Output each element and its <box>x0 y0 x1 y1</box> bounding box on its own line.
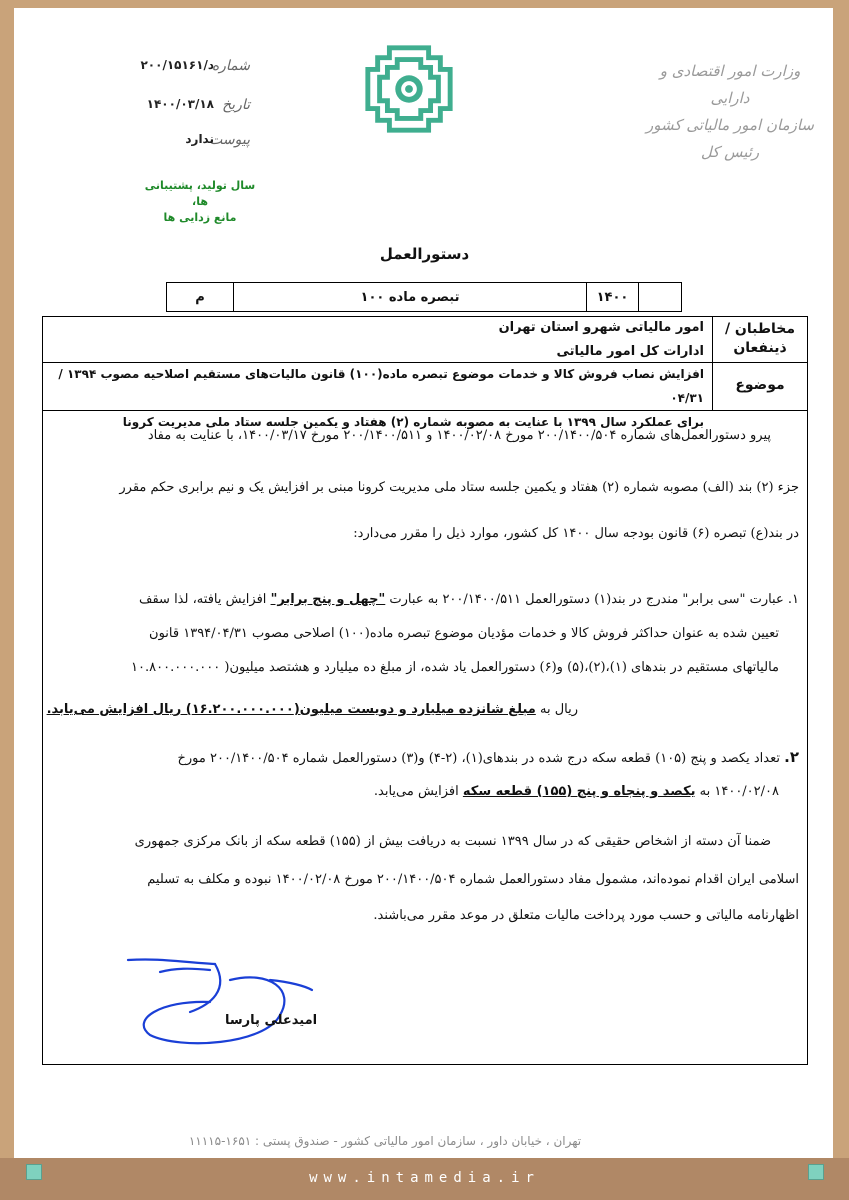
item-2-line-1 <box>58 748 799 766</box>
code-year: ۱۴۰۰ <box>586 283 638 311</box>
item-1-emphasis: "چهل و پنج برابر" <box>270 592 386 607</box>
code-article: تبصره ماده ۱۰۰ <box>233 283 586 311</box>
item-1-line-3: مالیاتهای مستقیم در بندهای (۱)،(۲)،(۵) و(۶) دستورالعمل یاد شده، از مبلغ ده میلیارد و هشتصد میلیون( ۱۰.۸۰۰.۰۰۰.۰۰۰ <box>131 660 779 675</box>
addressee-2: ادارات کل امور مالیاتی <box>556 344 704 359</box>
attachment-value: ندارد <box>185 132 214 146</box>
number-value: د/۲۰۰/۱۵۱۶۱ <box>140 58 214 72</box>
item-1-line-2: تعیین شده به عنوان حداکثر فروش کالا و خدمات مؤدیان موضوع تبصره ماده(۱۰۰) اصلاحی مصوب ۱۳۹۴/۰۴/۳۱ قانون <box>149 626 779 641</box>
closing-line-1: ضمنا آن دسته از اشخاص حقیقی که در سال ۱۳۹۹ نسبت به دریافت بیش از (۱۵۵) قطعه سکه از بانک مرکزی جمهوری <box>134 834 771 849</box>
intro-line-2: جزء (۲) بند (الف) مصوبه شماره (۲) هفتاد و یکمین جلسه ستاد ملی مدیریت کرونا مبنی بر افزایش یک و نیم برابری حکم مقرر <box>119 480 799 495</box>
subject-line-1: افزایش نصاب فروش کالا و خدمات موضوع تبصره ماده(۱۰۰) قانون مالیات‌های مستقیم اصلاحیه مصوب ۱۳۹۴ /۰۴/۳۱ <box>58 367 704 405</box>
item-1-text-a: ۱. عبارت "سی برابر" مندرج در بند(۱) دستورالعمل ۲۰۰/۱۴۰۰/۵۱۱ به عبارت <box>385 592 799 607</box>
item-2-date: ۱۴۰۰/۰۲/۰۸ به <box>695 784 779 799</box>
subject-line-2: برای عملکرد سال ۱۳۹۹ با عنایت به مصوبه شماره (۲) هفتاد و یکمین جلسه ستاد ملی مدیریت کرونا <box>122 415 704 429</box>
item-1-line-1 <box>58 592 799 607</box>
number-label: شماره <box>211 58 250 74</box>
item-1-rial-prefix: ریال به <box>535 702 578 717</box>
addressees-label: مخاطبان / ذینفعان <box>724 321 796 356</box>
ministry-line-1: وزارت امور اقتصادی و دارایی <box>659 62 801 107</box>
item-2-suffix: افزایش می‌یابد. <box>373 784 463 799</box>
intro-line-1: پیرو دستورالعمل‌های شماره ۲۰۰/۱۴۰۰/۵۰۴ مورخ ۱۴۰۰/۰۲/۰۸ و ۲۰۰/۱۴۰۰/۵۱۱ مورخ ۱۴۰۰/۰۳/۱۷، با عنایت به مفاد <box>147 428 771 443</box>
footer-address: تهران ، خیابان داور ، سازمان امور مالیاتی کشور - صندوق پستی : ۱۶۵۱-۱۱۱۱۵ <box>188 1134 582 1148</box>
item-2-number: ۲. <box>784 748 799 766</box>
date-label: تاریخ <box>222 97 250 113</box>
handwritten-signature <box>120 950 320 1060</box>
closing-line-3: اظهارنامه مالیاتی و حسب مورد پرداخت مالیات متعلق در موعد مقرر می‌باشند. <box>373 908 799 923</box>
closing-line-2: اسلامی ایران اقدام نموده‌اند، مشمول مفاد دستورالعمل شماره ۲۰۰/۱۴۰۰/۵۰۴ مورخ ۱۴۰۰/۰۲/۰۸ نبوده و مکلف به تسلیم <box>147 872 799 887</box>
slogan-line-1: سال تولید، پشتیبانی ها، <box>144 179 256 208</box>
document-title: دستورالعمل <box>379 245 470 263</box>
item-1-line-4 <box>46 702 578 717</box>
subject-label: موضوع <box>735 377 785 393</box>
ministry-line-3: رئیس کل <box>700 143 760 161</box>
intro-line-3: در بند(ع) تبصره (۶) قانون بودجه سال ۱۴۰۰ کل کشور، موارد ذیل را مقرر می‌دارد: <box>353 526 799 541</box>
slogan-line-2: مانع زدایی ها <box>163 211 237 224</box>
item-2-line-2 <box>58 784 779 799</box>
item-1-new-amount: مبلغ شانزده میلیارد و دویست میلیون(۱۶.۲۰۰.۰۰۰.۰۰۰) ریال افزایش می‌یابد. <box>46 702 536 717</box>
addressee-1: امور مالیاتی شهرو استان تهران <box>498 320 704 335</box>
code-series: م <box>195 289 205 305</box>
date-value: ۱۴۰۰/۰۳/۱۸ <box>146 97 214 111</box>
item-1-text-c: افزایش یافته، لذا سقف <box>139 592 271 607</box>
attachment-label: پیوست <box>209 132 250 148</box>
signer-name: امیدعلی پارسا <box>225 1013 318 1028</box>
footer-website: www.intamedia.ir <box>309 1170 540 1186</box>
item-2-text: تعداد یکصد و پنج (۱۰۵) قطعه سکه درج شده در بندهای(۱)، (۲-۴) و(۳) دستورالعمل شماره ۲۰۰/۱۴۰۰/۵۰۴ مورخ <box>177 751 780 766</box>
item-2-new-count: یکصد و پنجاه و پنج (۱۵۵) قطعه سکه <box>462 784 696 799</box>
ministry-line-2: سازمان امور مالیاتی کشور <box>646 116 814 134</box>
